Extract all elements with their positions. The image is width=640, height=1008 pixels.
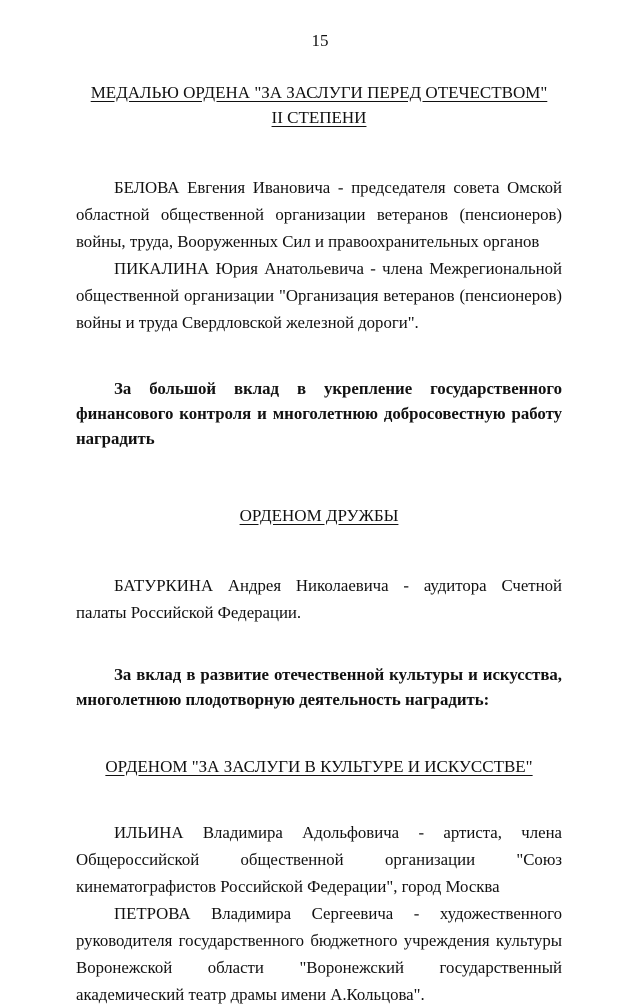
award-entry: ПИКАЛИНА Юрия Анатольевича - члена Межрегиональной общественной организации "Организация ветеранов (пенсионеров) войны и труда Свердловской железной дороги". <box>76 259 562 332</box>
award-entry: ПЕТРОВА Владимира Сергеевича - художественного руководителя государственного бюджетного учреждения культуры Воронежской области "Воронежский государственный академический театр драмы имени А.Кольцова". <box>76 904 562 1004</box>
award-entry: БЕЛОВА Евгения Ивановича - председателя совета Омской областной общественной организации ветеранов (пенсионеров) войны, труда, Вооруженных Сил и правоохранительных органов <box>76 178 562 251</box>
award-reason-text: За большой вклад в укрепление государственного финансового контроля и многолетнюю добросовестную работу наградить <box>76 379 562 448</box>
section-heading-order-culture <box>76 754 562 779</box>
heading-text: ОРДЕНОМ ДРУЖБЫ <box>239 506 399 525</box>
award-reason-text: За вклад в развитие отечественной культуры и искусства, многолетнюю плодотворную деятельность наградить: <box>76 665 562 709</box>
section-heading-order-friendship <box>76 503 562 528</box>
award-entry: ИЛЬИНА Владимира Адольфовича - артиста, члена Общероссийской общественной организации "Союз кинематографистов Российской Федерации", город Москва <box>76 823 562 896</box>
section-heading-medal <box>76 80 562 130</box>
document-body <box>76 80 562 1008</box>
heading-line-1: МЕДАЛЬЮ ОРДЕНА "ЗА ЗАСЛУГИ ПЕРЕД ОТЕЧЕСТВОМ" <box>90 83 548 102</box>
award-entry: БАТУРКИНА Андрея Николаевича - аудитора Счетной палаты Российской Федерации. <box>76 576 562 622</box>
heading-text: ОРДЕНОМ "ЗА ЗАСЛУГИ В КУЛЬТУРЕ И ИСКУССТВЕ" <box>105 757 533 776</box>
page-number: 15 <box>311 31 329 50</box>
heading-line-2: II СТЕПЕНИ <box>271 108 367 127</box>
